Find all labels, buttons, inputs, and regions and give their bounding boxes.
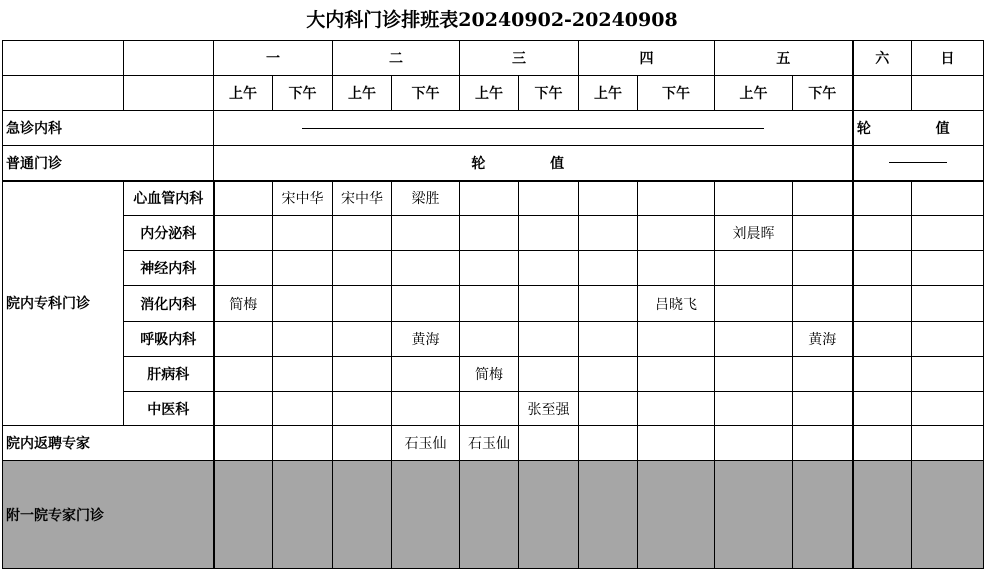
schedule-cell — [638, 181, 715, 216]
returning-experts-row — [3, 426, 984, 461]
schedule-cell: 宋中华 — [333, 181, 392, 216]
corner-cell — [3, 41, 124, 76]
schedule-cell — [912, 426, 984, 461]
half-label: 下午 — [273, 76, 333, 111]
schedule-cell — [519, 251, 579, 286]
day-monday: 一 — [214, 41, 333, 76]
schedule-cell — [273, 286, 333, 322]
schedule-cell — [579, 251, 638, 286]
schedule-cell: 简梅 — [214, 286, 273, 322]
affiliated-experts-row — [3, 461, 984, 569]
schedule-cell — [392, 357, 460, 392]
schedule-cell — [579, 357, 638, 392]
schedule-cell — [579, 181, 638, 216]
affiliated-experts-label: 附一院专家门诊 — [3, 461, 214, 569]
schedule-cell — [638, 357, 715, 392]
schedule-cell — [853, 181, 912, 216]
schedule-cell — [853, 286, 912, 322]
general-weekend-line — [853, 146, 984, 181]
schedule-cell — [579, 286, 638, 322]
schedule-cell — [273, 251, 333, 286]
department-name: 中医科 — [124, 392, 214, 426]
half-label: 上午 — [333, 76, 392, 111]
specialty-row — [3, 286, 984, 322]
rotation-line — [302, 128, 764, 129]
schedule-cell — [333, 461, 392, 569]
schedule-cell — [460, 322, 519, 357]
schedule-cell: 刘晨晖 — [715, 216, 793, 251]
schedule-cell — [638, 461, 715, 569]
schedule-cell — [853, 216, 912, 251]
half-label: 下午 — [793, 76, 853, 111]
schedule-cell — [715, 322, 793, 357]
schedule-cell — [715, 426, 793, 461]
department-name: 内分泌科 — [124, 216, 214, 251]
schedule-cell — [912, 181, 984, 216]
schedule-cell — [793, 251, 853, 286]
day-header-row — [3, 41, 984, 76]
corner-cell-2 — [124, 41, 214, 76]
half-label: 下午 — [392, 76, 460, 111]
emergency-row — [3, 111, 984, 146]
schedule-cell — [519, 357, 579, 392]
schedule-cell — [853, 357, 912, 392]
specialty-row — [3, 392, 984, 426]
corner-cell-4 — [124, 76, 214, 111]
schedule-title: 大内科门诊排班表20240902-20240908 — [306, 9, 678, 31]
department-name: 呼吸内科 — [124, 322, 214, 357]
schedule-cell — [333, 322, 392, 357]
schedule-cell — [214, 216, 273, 251]
schedule-cell — [638, 216, 715, 251]
emergency-rotation: 轮 值 — [853, 111, 984, 146]
schedule-cell — [273, 461, 333, 569]
schedule-cell — [579, 426, 638, 461]
schedule-cell — [333, 251, 392, 286]
schedule-cell — [912, 357, 984, 392]
schedule-cell — [638, 426, 715, 461]
schedule-cell — [460, 461, 519, 569]
specialty-row — [3, 357, 984, 392]
schedule-cell: 宋中华 — [273, 181, 333, 216]
schedule-cell — [519, 181, 579, 216]
schedule-cell — [579, 216, 638, 251]
specialty-row — [3, 181, 984, 216]
general-rotation: 轮 值 — [214, 146, 853, 181]
weekend-blank — [912, 76, 984, 111]
schedule-cell: 张至强 — [519, 392, 579, 426]
schedule-cell — [912, 251, 984, 286]
schedule-cell — [853, 251, 912, 286]
day-friday: 五 — [715, 41, 853, 76]
schedule-cell — [793, 216, 853, 251]
schedule-cell — [638, 251, 715, 286]
department-name: 消化内科 — [124, 286, 214, 322]
schedule-cell — [715, 392, 793, 426]
rotation-line — [889, 162, 947, 163]
schedule-cell: 吕晓飞 — [638, 286, 715, 322]
corner-cell-3 — [3, 76, 124, 111]
schedule-table — [2, 40, 984, 569]
schedule-cell — [793, 286, 853, 322]
general-row — [3, 146, 984, 181]
schedule-cell — [519, 426, 579, 461]
schedule-cell — [853, 461, 912, 569]
schedule-cell — [793, 426, 853, 461]
schedule-cell — [273, 357, 333, 392]
schedule-cell — [214, 357, 273, 392]
half-label: 上午 — [460, 76, 519, 111]
schedule-cell — [273, 392, 333, 426]
schedule-cell: 石玉仙 — [392, 426, 460, 461]
schedule-cell — [460, 216, 519, 251]
schedule-cell — [912, 286, 984, 322]
returning-experts-label: 院内返聘专家 — [3, 426, 214, 461]
schedule-cell — [333, 426, 392, 461]
schedule-cell — [392, 251, 460, 286]
emergency-weekday-line — [214, 111, 853, 146]
schedule-cell — [460, 392, 519, 426]
schedule-cell — [912, 216, 984, 251]
schedule-cell — [853, 426, 912, 461]
schedule-cell — [793, 392, 853, 426]
schedule-cell — [333, 392, 392, 426]
schedule-cell — [853, 322, 912, 357]
specialty-group-label: 院内专科门诊 — [3, 181, 124, 426]
schedule-cell — [912, 322, 984, 357]
schedule-cell — [392, 286, 460, 322]
schedule-cell — [392, 392, 460, 426]
general-label: 普通门诊 — [3, 146, 214, 181]
schedule-cell — [793, 461, 853, 569]
schedule-cell — [214, 461, 273, 569]
schedule-cell — [273, 216, 333, 251]
schedule-cell — [273, 426, 333, 461]
weekend-blank — [853, 76, 912, 111]
day-wednesday: 三 — [460, 41, 579, 76]
schedule-cell — [579, 461, 638, 569]
schedule-cell — [519, 286, 579, 322]
half-label: 下午 — [638, 76, 715, 111]
specialty-row — [3, 216, 984, 251]
schedule-cell — [519, 461, 579, 569]
schedule-cell — [214, 322, 273, 357]
schedule-cell — [273, 322, 333, 357]
schedule-cell — [579, 392, 638, 426]
half-label: 下午 — [519, 76, 579, 111]
schedule-cell — [715, 461, 793, 569]
schedule-cell — [392, 216, 460, 251]
department-name: 肝病科 — [124, 357, 214, 392]
schedule-cell — [638, 392, 715, 426]
schedule-cell: 黄海 — [793, 322, 853, 357]
schedule-cell — [853, 392, 912, 426]
schedule-cell — [333, 216, 392, 251]
schedule-cell — [460, 251, 519, 286]
schedule-cell — [638, 322, 715, 357]
department-name: 神经内科 — [124, 251, 214, 286]
day-tuesday: 二 — [333, 41, 460, 76]
schedule-cell — [333, 357, 392, 392]
schedule-cell: 石玉仙 — [460, 426, 519, 461]
schedule-cell — [214, 426, 273, 461]
schedule-cell — [793, 357, 853, 392]
day-saturday: 六 — [853, 41, 912, 76]
half-label: 上午 — [579, 76, 638, 111]
half-label: 上午 — [715, 76, 793, 111]
specialty-row — [3, 251, 984, 286]
schedule-cell — [793, 181, 853, 216]
schedule-cell — [715, 357, 793, 392]
schedule-cell: 梁胜 — [392, 181, 460, 216]
day-sunday: 日 — [912, 41, 984, 76]
schedule-cell — [519, 322, 579, 357]
emergency-label: 急诊内科 — [3, 111, 214, 146]
schedule-cell — [392, 461, 460, 569]
schedule-cell — [579, 322, 638, 357]
specialty-row — [3, 322, 984, 357]
schedule-cell — [214, 251, 273, 286]
schedule-cell — [214, 392, 273, 426]
schedule-cell — [912, 392, 984, 426]
schedule-cell — [715, 251, 793, 286]
schedule-cell: 黄海 — [392, 322, 460, 357]
schedule-cell — [519, 216, 579, 251]
department-name: 心血管内科 — [124, 181, 214, 216]
schedule-cell — [460, 286, 519, 322]
half-day-header-row — [3, 76, 984, 111]
schedule-cell — [912, 461, 984, 569]
day-thursday: 四 — [579, 41, 715, 76]
schedule-cell — [715, 181, 793, 216]
schedule-cell: 简梅 — [460, 357, 519, 392]
schedule-cell — [460, 181, 519, 216]
schedule-cell — [214, 181, 273, 216]
half-label: 上午 — [214, 76, 273, 111]
schedule-cell — [715, 286, 793, 322]
schedule-cell — [333, 286, 392, 322]
